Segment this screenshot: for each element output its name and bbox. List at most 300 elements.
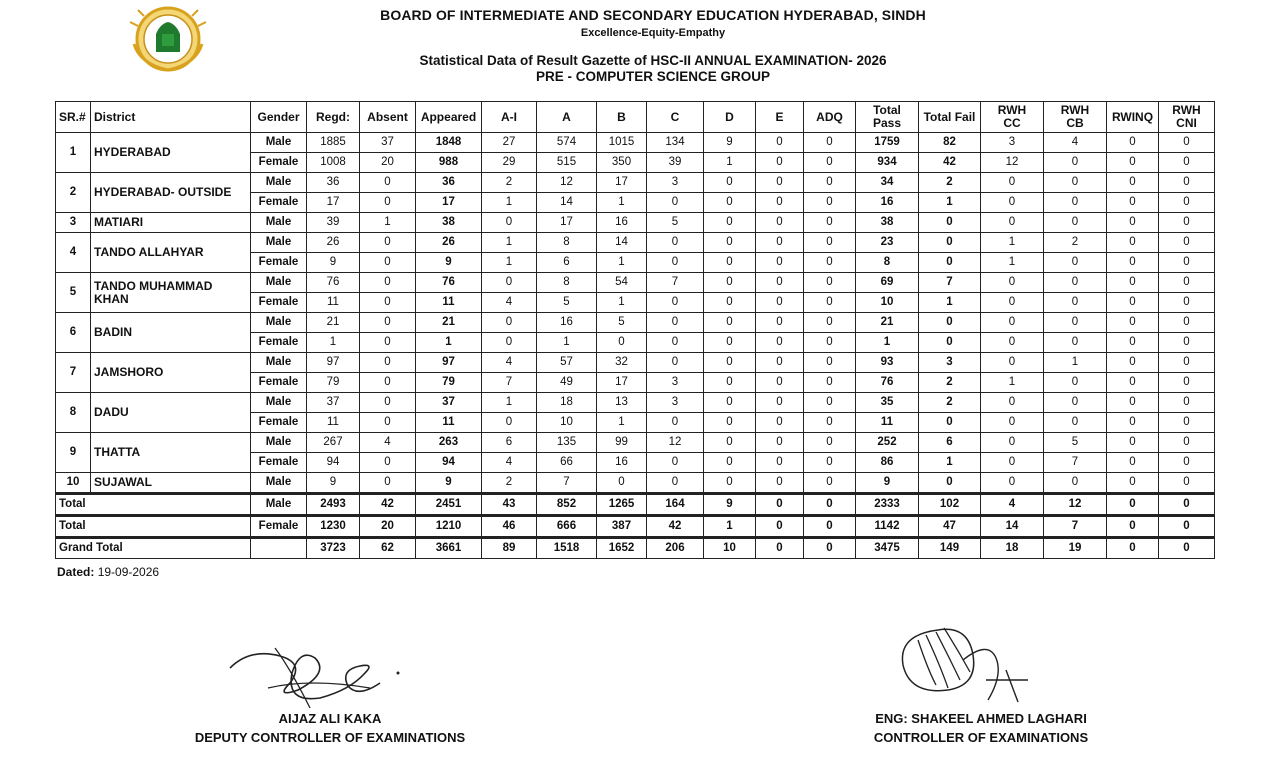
total-value-cell: 0: [804, 516, 856, 538]
value-cell: 0: [360, 473, 416, 494]
value-cell: 11: [856, 413, 919, 433]
value-cell: 1015: [597, 133, 647, 153]
value-cell: 7: [482, 373, 537, 393]
value-cell: 0: [804, 453, 856, 473]
col-a1: A-I: [482, 102, 537, 133]
value-cell: 5: [537, 293, 597, 313]
value-cell: 0: [704, 293, 756, 313]
value-cell: 7: [537, 473, 597, 494]
value-cell: 16: [597, 453, 647, 473]
value-cell: 0: [1044, 313, 1107, 333]
gender-cell: Female: [251, 153, 307, 173]
total-value-cell: 1518: [537, 538, 597, 559]
value-cell: 267: [307, 433, 360, 453]
dated-line: [57, 565, 159, 579]
value-cell: 252: [856, 433, 919, 453]
value-cell: 0: [1159, 393, 1215, 413]
value-cell: 3: [981, 133, 1044, 153]
value-cell: 0: [360, 333, 416, 353]
value-cell: 0: [1159, 253, 1215, 273]
value-cell: 0: [804, 333, 856, 353]
gender-cell: Female: [251, 193, 307, 213]
value-cell: 134: [647, 133, 704, 153]
total-row: [56, 516, 1215, 538]
total-value-cell: 0: [756, 494, 804, 516]
value-cell: 57: [537, 353, 597, 373]
sr-number: 4: [56, 233, 91, 273]
value-cell: 0: [981, 193, 1044, 213]
value-cell: 4: [482, 353, 537, 373]
value-cell: 27: [482, 133, 537, 153]
value-cell: 7: [919, 273, 981, 293]
value-cell: 17: [416, 193, 482, 213]
col-gender: Gender: [251, 102, 307, 133]
value-cell: 0: [647, 193, 704, 213]
value-cell: 9: [416, 473, 482, 494]
value-cell: 36: [307, 173, 360, 193]
value-cell: 0: [756, 333, 804, 353]
value-cell: 0: [804, 353, 856, 373]
total-value-cell: 1652: [597, 538, 647, 559]
total-value-cell: 10: [704, 538, 756, 559]
value-cell: 11: [307, 293, 360, 313]
total-value-cell: 18: [981, 538, 1044, 559]
total-value-cell: 4: [981, 494, 1044, 516]
value-cell: 9: [307, 253, 360, 273]
value-cell: 0: [704, 453, 756, 473]
col-district: District: [91, 102, 251, 133]
total-value-cell: 43: [482, 494, 537, 516]
result-table: [55, 101, 1215, 559]
value-cell: 0: [1044, 293, 1107, 313]
value-cell: 0: [647, 473, 704, 494]
value-cell: 9: [307, 473, 360, 494]
value-cell: 0: [1107, 313, 1159, 333]
value-cell: 5: [1044, 433, 1107, 453]
value-cell: 11: [416, 293, 482, 313]
value-cell: 0: [981, 453, 1044, 473]
value-cell: 0: [919, 333, 981, 353]
col-c: C: [647, 102, 704, 133]
value-cell: 0: [1107, 393, 1159, 413]
value-cell: 0: [919, 233, 981, 253]
total-value-cell: 852: [537, 494, 597, 516]
value-cell: 0: [1159, 173, 1215, 193]
col-regd: Regd:: [307, 102, 360, 133]
value-cell: 0: [804, 393, 856, 413]
gender-cell: Male: [251, 473, 307, 494]
value-cell: 0: [756, 413, 804, 433]
total-value-cell: 12: [1044, 494, 1107, 516]
value-cell: 37: [360, 133, 416, 153]
deputy-controller-title: DEPUTY CONTROLLER OF EXAMINATIONS: [194, 730, 466, 745]
col-rwh-cni: RWH CNI: [1159, 102, 1215, 133]
value-cell: 0: [360, 253, 416, 273]
value-cell: 1: [1044, 353, 1107, 373]
value-cell: 0: [804, 413, 856, 433]
district-name: DADU: [91, 393, 251, 433]
value-cell: 0: [647, 293, 704, 313]
value-cell: 0: [647, 453, 704, 473]
value-cell: 82: [919, 133, 981, 153]
value-cell: 0: [1044, 413, 1107, 433]
gender-cell: Male: [251, 313, 307, 333]
value-cell: 0: [1044, 193, 1107, 213]
gazette-title: Statistical Data of Result Gazette of HSC-II ANNUAL EXAMINATION- 2026: [419, 53, 887, 68]
value-cell: 0: [804, 153, 856, 173]
value-cell: 0: [1107, 473, 1159, 494]
value-cell: 0: [1107, 193, 1159, 213]
value-cell: 10: [856, 293, 919, 313]
table-header-row: [56, 102, 1215, 133]
value-cell: 8: [856, 253, 919, 273]
col-rwh-cc: RWH CC: [981, 102, 1044, 133]
total-value-cell: 0: [1159, 516, 1215, 538]
total-value-cell: 0: [1107, 538, 1159, 559]
total-value-cell: 387: [597, 516, 647, 538]
value-cell: 1: [919, 293, 981, 313]
total-gender: [251, 538, 307, 559]
value-cell: 0: [1159, 153, 1215, 173]
value-cell: 0: [704, 413, 756, 433]
value-cell: 2: [482, 473, 537, 494]
total-value-cell: 2333: [856, 494, 919, 516]
value-cell: 16: [537, 313, 597, 333]
value-cell: 0: [482, 333, 537, 353]
value-cell: 11: [416, 413, 482, 433]
total-row: [56, 538, 1215, 559]
value-cell: 66: [537, 453, 597, 473]
value-cell: 0: [756, 393, 804, 413]
total-value-cell: 164: [647, 494, 704, 516]
value-cell: 1: [482, 393, 537, 413]
sr-number: 7: [56, 353, 91, 393]
value-cell: 0: [1044, 393, 1107, 413]
value-cell: 21: [416, 313, 482, 333]
value-cell: 135: [537, 433, 597, 453]
value-cell: 0: [704, 393, 756, 413]
table-row: [56, 473, 1215, 494]
value-cell: 0: [1044, 213, 1107, 233]
district-name: BADIN: [91, 313, 251, 353]
value-cell: 14: [537, 193, 597, 213]
value-cell: 0: [704, 233, 756, 253]
value-cell: 0: [756, 213, 804, 233]
gender-cell: Female: [251, 293, 307, 313]
value-cell: 0: [1107, 293, 1159, 313]
value-cell: 0: [804, 473, 856, 494]
value-cell: 1: [537, 333, 597, 353]
total-value-cell: 2451: [416, 494, 482, 516]
value-cell: 1: [856, 333, 919, 353]
value-cell: 0: [360, 193, 416, 213]
gender-cell: Male: [251, 433, 307, 453]
value-cell: 0: [981, 353, 1044, 373]
value-cell: 17: [597, 173, 647, 193]
value-cell: 32: [597, 353, 647, 373]
value-cell: 0: [360, 233, 416, 253]
value-cell: 0: [1107, 253, 1159, 273]
value-cell: 0: [804, 233, 856, 253]
value-cell: 0: [647, 413, 704, 433]
district-name: THATTA: [91, 433, 251, 473]
value-cell: 8: [537, 233, 597, 253]
value-cell: 0: [981, 393, 1044, 413]
col-adq: ADQ: [804, 102, 856, 133]
value-cell: 17: [597, 373, 647, 393]
value-cell: 42: [919, 153, 981, 173]
value-cell: 4: [360, 433, 416, 453]
value-cell: 1759: [856, 133, 919, 153]
value-cell: 263: [416, 433, 482, 453]
total-label: Grand Total: [56, 538, 251, 559]
value-cell: 0: [756, 373, 804, 393]
value-cell: 5: [647, 213, 704, 233]
total-value-cell: 46: [482, 516, 537, 538]
total-value-cell: 0: [1159, 538, 1215, 559]
value-cell: 0: [482, 313, 537, 333]
value-cell: 9: [416, 253, 482, 273]
value-cell: 0: [1044, 333, 1107, 353]
value-cell: 0: [919, 213, 981, 233]
table-row: [56, 233, 1215, 253]
value-cell: 0: [597, 473, 647, 494]
total-value-cell: 3723: [307, 538, 360, 559]
total-value-cell: 0: [756, 516, 804, 538]
value-cell: 0: [1159, 313, 1215, 333]
gender-cell: Female: [251, 453, 307, 473]
district-name: TANDO MUHAMMAD KHAN: [91, 273, 251, 313]
value-cell: 0: [981, 213, 1044, 233]
value-cell: 76: [416, 273, 482, 293]
value-cell: 0: [360, 393, 416, 413]
value-cell: 38: [416, 213, 482, 233]
value-cell: 36: [416, 173, 482, 193]
total-value-cell: 3475: [856, 538, 919, 559]
value-cell: 1: [482, 233, 537, 253]
value-cell: 0: [981, 473, 1044, 494]
value-cell: 0: [704, 273, 756, 293]
deputy-controller-name: AIJAZ ALI KAKA: [278, 711, 382, 726]
total-value-cell: 0: [804, 494, 856, 516]
value-cell: 0: [1159, 473, 1215, 494]
value-cell: 0: [756, 433, 804, 453]
value-cell: 38: [856, 213, 919, 233]
table-row: [56, 173, 1215, 193]
value-cell: 0: [1159, 433, 1215, 453]
value-cell: 0: [1159, 333, 1215, 353]
value-cell: 37: [307, 393, 360, 413]
value-cell: 0: [981, 293, 1044, 313]
total-value-cell: 0: [1159, 494, 1215, 516]
total-row: [56, 494, 1215, 516]
value-cell: 1: [597, 193, 647, 213]
value-cell: 0: [482, 413, 537, 433]
col-a: A: [537, 102, 597, 133]
value-cell: 2: [1044, 233, 1107, 253]
total-value-cell: 7: [1044, 516, 1107, 538]
total-value-cell: 0: [1107, 494, 1159, 516]
total-value-cell: 0: [1107, 516, 1159, 538]
gender-cell: Male: [251, 213, 307, 233]
value-cell: 0: [704, 253, 756, 273]
district-name: SUJAWAL: [91, 473, 251, 494]
sr-number: 10: [56, 473, 91, 494]
value-cell: 26: [307, 233, 360, 253]
sr-number: 3: [56, 213, 91, 233]
value-cell: 3: [919, 353, 981, 373]
value-cell: 0: [981, 313, 1044, 333]
table-row: [56, 353, 1215, 373]
value-cell: 0: [1107, 453, 1159, 473]
value-cell: 0: [1044, 253, 1107, 273]
value-cell: 69: [856, 273, 919, 293]
value-cell: 0: [1044, 173, 1107, 193]
value-cell: 0: [360, 373, 416, 393]
total-value-cell: 1: [704, 516, 756, 538]
value-cell: 0: [756, 253, 804, 273]
value-cell: 6: [919, 433, 981, 453]
value-cell: 0: [647, 353, 704, 373]
value-cell: 0: [704, 173, 756, 193]
value-cell: 21: [307, 313, 360, 333]
gender-cell: Male: [251, 173, 307, 193]
value-cell: 0: [804, 213, 856, 233]
sr-number: 6: [56, 313, 91, 353]
total-value-cell: 206: [647, 538, 704, 559]
total-value-cell: 89: [482, 538, 537, 559]
col-rwh-cb: RWH CB: [1044, 102, 1107, 133]
value-cell: 0: [1159, 133, 1215, 153]
gender-cell: Female: [251, 333, 307, 353]
value-cell: 1: [482, 193, 537, 213]
total-value-cell: 14: [981, 516, 1044, 538]
total-value-cell: 1265: [597, 494, 647, 516]
value-cell: 0: [1159, 293, 1215, 313]
value-cell: 0: [919, 253, 981, 273]
value-cell: 0: [597, 333, 647, 353]
value-cell: 0: [756, 293, 804, 313]
value-cell: 0: [919, 413, 981, 433]
value-cell: 7: [647, 273, 704, 293]
gender-cell: Female: [251, 253, 307, 273]
value-cell: 0: [704, 193, 756, 213]
value-cell: 0: [756, 313, 804, 333]
value-cell: 0: [756, 193, 804, 213]
value-cell: 12: [981, 153, 1044, 173]
value-cell: 93: [856, 353, 919, 373]
value-cell: 0: [919, 313, 981, 333]
value-cell: 0: [804, 433, 856, 453]
gender-cell: Female: [251, 373, 307, 393]
value-cell: 0: [756, 173, 804, 193]
value-cell: 0: [756, 453, 804, 473]
value-cell: 16: [597, 213, 647, 233]
value-cell: 0: [981, 173, 1044, 193]
total-value-cell: 47: [919, 516, 981, 538]
value-cell: 1: [704, 153, 756, 173]
value-cell: 0: [981, 433, 1044, 453]
value-cell: 0: [1159, 373, 1215, 393]
value-cell: 0: [1107, 153, 1159, 173]
value-cell: 76: [856, 373, 919, 393]
value-cell: 0: [804, 293, 856, 313]
value-cell: 350: [597, 153, 647, 173]
value-cell: 0: [1107, 433, 1159, 453]
value-cell: 0: [919, 473, 981, 494]
col-sr: SR.#: [56, 102, 91, 133]
value-cell: 4: [482, 293, 537, 313]
value-cell: 0: [756, 233, 804, 253]
table-row: [56, 433, 1215, 453]
total-value-cell: 666: [537, 516, 597, 538]
value-cell: 4: [1044, 133, 1107, 153]
value-cell: 10: [537, 413, 597, 433]
value-cell: 29: [482, 153, 537, 173]
value-cell: 79: [307, 373, 360, 393]
value-cell: 0: [704, 333, 756, 353]
value-cell: 11: [307, 413, 360, 433]
value-cell: 1008: [307, 153, 360, 173]
value-cell: 12: [537, 173, 597, 193]
gender-cell: Male: [251, 233, 307, 253]
value-cell: 0: [1159, 233, 1215, 253]
value-cell: 574: [537, 133, 597, 153]
value-cell: 0: [756, 153, 804, 173]
value-cell: 0: [1107, 213, 1159, 233]
value-cell: 21: [856, 313, 919, 333]
value-cell: 5: [597, 313, 647, 333]
value-cell: 0: [647, 253, 704, 273]
value-cell: 99: [597, 433, 647, 453]
total-value-cell: 2493: [307, 494, 360, 516]
district-name: JAMSHORO: [91, 353, 251, 393]
value-cell: 97: [307, 353, 360, 373]
value-cell: 934: [856, 153, 919, 173]
value-cell: 3: [647, 173, 704, 193]
col-e: E: [756, 102, 804, 133]
total-value-cell: 19: [1044, 538, 1107, 559]
value-cell: 49: [537, 373, 597, 393]
gender-cell: Male: [251, 353, 307, 373]
value-cell: 2: [919, 393, 981, 413]
board-motto: Excellence-Equity-Empathy: [580, 27, 726, 39]
board-title: BOARD OF INTERMEDIATE AND SECONDARY EDUCATION HYDERABAD, SINDH: [380, 7, 926, 23]
value-cell: 0: [360, 173, 416, 193]
district-name: HYDERABAD: [91, 133, 251, 173]
value-cell: 0: [360, 413, 416, 433]
value-cell: 0: [360, 313, 416, 333]
total-value-cell: 0: [804, 538, 856, 559]
sr-number: 2: [56, 173, 91, 213]
value-cell: 0: [981, 333, 1044, 353]
value-cell: 0: [360, 353, 416, 373]
value-cell: 0: [704, 433, 756, 453]
controller-title: CONTROLLER OF EXAMINATIONS: [873, 730, 1089, 745]
gender-cell: Male: [251, 393, 307, 413]
gender-cell: Male: [251, 273, 307, 293]
value-cell: 0: [360, 453, 416, 473]
value-cell: 1: [919, 453, 981, 473]
value-cell: 0: [647, 333, 704, 353]
col-total-fail: Total Fail: [919, 102, 981, 133]
col-b: B: [597, 102, 647, 133]
value-cell: 35: [856, 393, 919, 413]
value-cell: 0: [1044, 473, 1107, 494]
value-cell: 0: [756, 353, 804, 373]
value-cell: 0: [1107, 133, 1159, 153]
gender-cell: Male: [251, 133, 307, 153]
